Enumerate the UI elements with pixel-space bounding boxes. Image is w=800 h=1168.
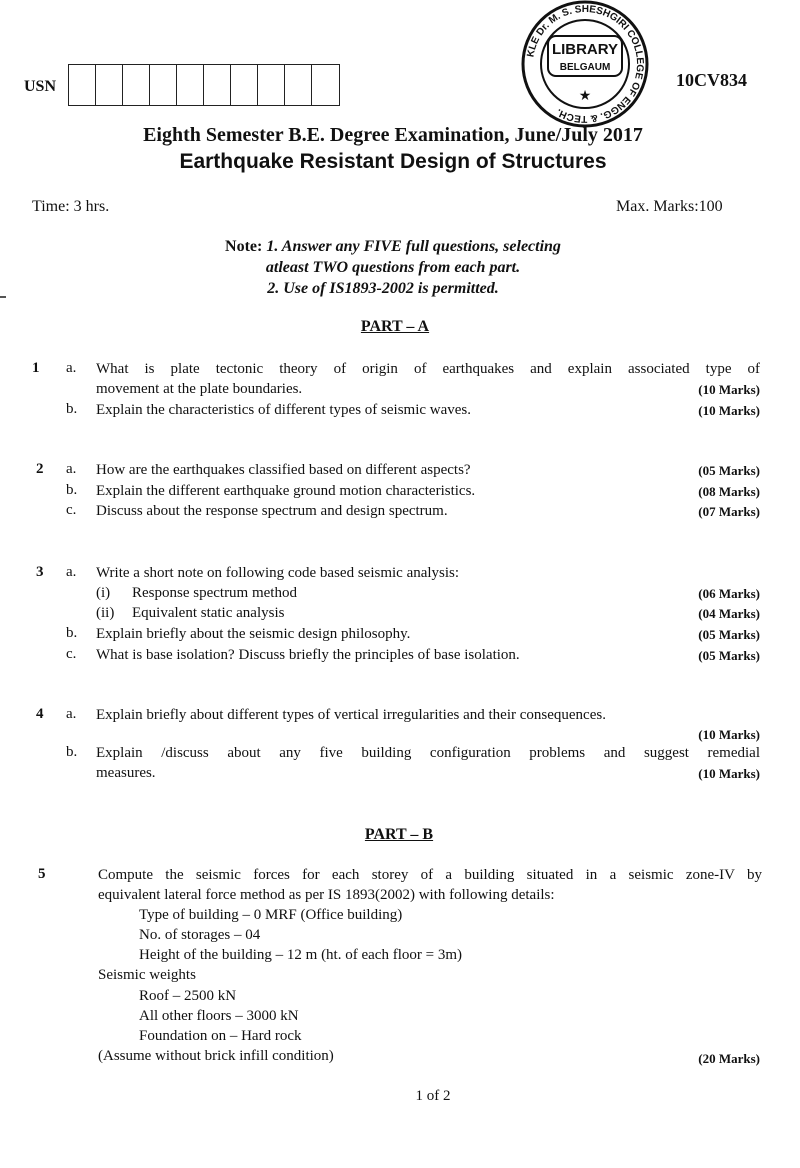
question-text: Explain briefly about the seismic design philosophy.	[96, 626, 411, 642]
exam-time: Time: 3 hrs.	[32, 198, 110, 215]
question-detail: All other floors – 3000 kN	[139, 1008, 299, 1024]
sub-label: a.	[66, 706, 77, 722]
usn-box[interactable]	[231, 65, 258, 105]
marks-label: (10 Marks)	[698, 382, 760, 397]
question-text: Explain /discuss about any five building configuration problems and suggest remedial	[96, 745, 760, 761]
marks-label: (05 Marks)	[698, 463, 760, 478]
question-number: 4	[36, 706, 44, 722]
subject-title: Earthquake Resistant Design of Structures	[179, 150, 607, 173]
usn-box[interactable]	[204, 65, 231, 105]
marks-label: (07 Marks)	[698, 504, 760, 519]
part-a-heading: PART – A	[360, 318, 430, 335]
marks-label: (10 Marks)	[698, 766, 760, 781]
question-text: equivalent lateral force method as per IS 1893(2002) with following details:	[98, 887, 555, 903]
stamp-ring-text: KLE Dr. M. S. SHESHGIRI COLLEGE OF ENGG. & TECH.	[525, 3, 646, 125]
note-line-2: atleast TWO questions from each part.	[265, 259, 521, 276]
paper-code: 10CV834	[676, 70, 747, 90]
usn-box[interactable]	[258, 65, 285, 105]
exam-title: Eighth Semester B.E. Degree Examination, June/July 2017	[143, 124, 643, 146]
question-detail: Foundation on – Hard rock	[139, 1028, 302, 1044]
question-detail: No. of storages – 04	[139, 927, 261, 943]
stamp-line-2: BELGAUM	[559, 62, 611, 73]
question-detail: Roof – 2500 kN	[139, 988, 237, 1004]
question-text: Equivalent static analysis	[132, 605, 285, 621]
usn-boxes[interactable]	[68, 64, 340, 106]
sub-label: b.	[66, 625, 78, 641]
sub-label: b.	[66, 744, 78, 760]
usn-box[interactable]	[312, 65, 339, 105]
page-number: 1 of 2	[415, 1088, 451, 1104]
part-b-heading: PART – B	[364, 826, 434, 843]
marks-label: (05 Marks)	[698, 627, 760, 642]
library-stamp	[520, 0, 650, 128]
question-text: Explain the characteristics of different types of seismic waves.	[96, 402, 472, 418]
question-detail: Seismic weights	[98, 967, 196, 983]
sub-sub-label: (i)	[96, 585, 111, 601]
question-text: measures.	[96, 765, 156, 781]
marks-label: (05 Marks)	[698, 648, 760, 663]
usn-box[interactable]	[285, 65, 312, 105]
sub-label: a.	[66, 360, 77, 376]
marks-label: (20 Marks)	[698, 1051, 760, 1066]
sub-label: b.	[66, 482, 78, 498]
question-number: 1	[32, 360, 40, 376]
question-text: What is base isolation? Discuss briefly the principles of base isolation.	[96, 647, 520, 663]
question-text: How are the earthquakes classified based on different aspects?	[96, 462, 471, 478]
note-label: Note:	[225, 238, 263, 255]
sub-sub-label: (ii)	[96, 605, 115, 621]
question-number: 3	[36, 564, 44, 580]
usn-label: USN	[24, 78, 57, 95]
sub-label: b.	[66, 401, 78, 417]
question-text: Compute the seismic forces for each storey of a building situated in a seismic zone-IV by	[98, 867, 762, 883]
instructions-note	[0, 236, 786, 299]
question-text: Explain the different earthquake ground motion characteristics.	[96, 483, 476, 499]
note-line-1: 1. Answer any FIVE full questions, selecting	[266, 238, 561, 255]
marks-label: (10 Marks)	[698, 403, 760, 418]
question-text: What is plate tectonic theory of origin of earthquakes and explain associated type of	[96, 361, 760, 377]
sub-label: a.	[66, 564, 77, 580]
question-text: Explain briefly about different types of vertical irregularities and their consequences.	[96, 707, 606, 723]
question-text: Write a short note on following code based seismic analysis:	[96, 565, 460, 581]
sub-label: c.	[66, 502, 77, 518]
question-number: 2	[36, 461, 44, 477]
question-number: 5	[38, 866, 46, 882]
marks-label: (08 Marks)	[698, 484, 760, 499]
sub-label: c.	[66, 646, 77, 662]
usn-box[interactable]	[123, 65, 150, 105]
usn-box[interactable]	[150, 65, 177, 105]
marks-label: (06 Marks)	[698, 586, 760, 601]
usn-box[interactable]	[96, 65, 123, 105]
note-line-3: 2. Use of IS1893-2002 is permitted.	[267, 280, 499, 297]
marks-label: (04 Marks)	[698, 606, 760, 621]
usn-box[interactable]	[177, 65, 204, 105]
question-text: movement at the plate boundaries.	[96, 381, 303, 397]
sub-label: a.	[66, 461, 77, 477]
question-detail: (Assume without brick infill condition)	[98, 1048, 334, 1064]
question-detail: Height of the building – 12 m (ht. of each floor = 3m)	[139, 947, 462, 963]
max-marks: Max. Marks:100	[616, 198, 723, 215]
marks-label: (10 Marks)	[698, 727, 760, 742]
question-text: Response spectrum method	[132, 585, 297, 601]
question-detail: Type of building – 0 MRF (Office building)	[139, 907, 403, 923]
stamp-line-1: LIBRARY	[551, 41, 619, 58]
usn-box[interactable]	[69, 65, 96, 105]
question-text: Discuss about the response spectrum and design spectrum.	[96, 503, 448, 519]
star-icon: ★	[578, 89, 592, 104]
